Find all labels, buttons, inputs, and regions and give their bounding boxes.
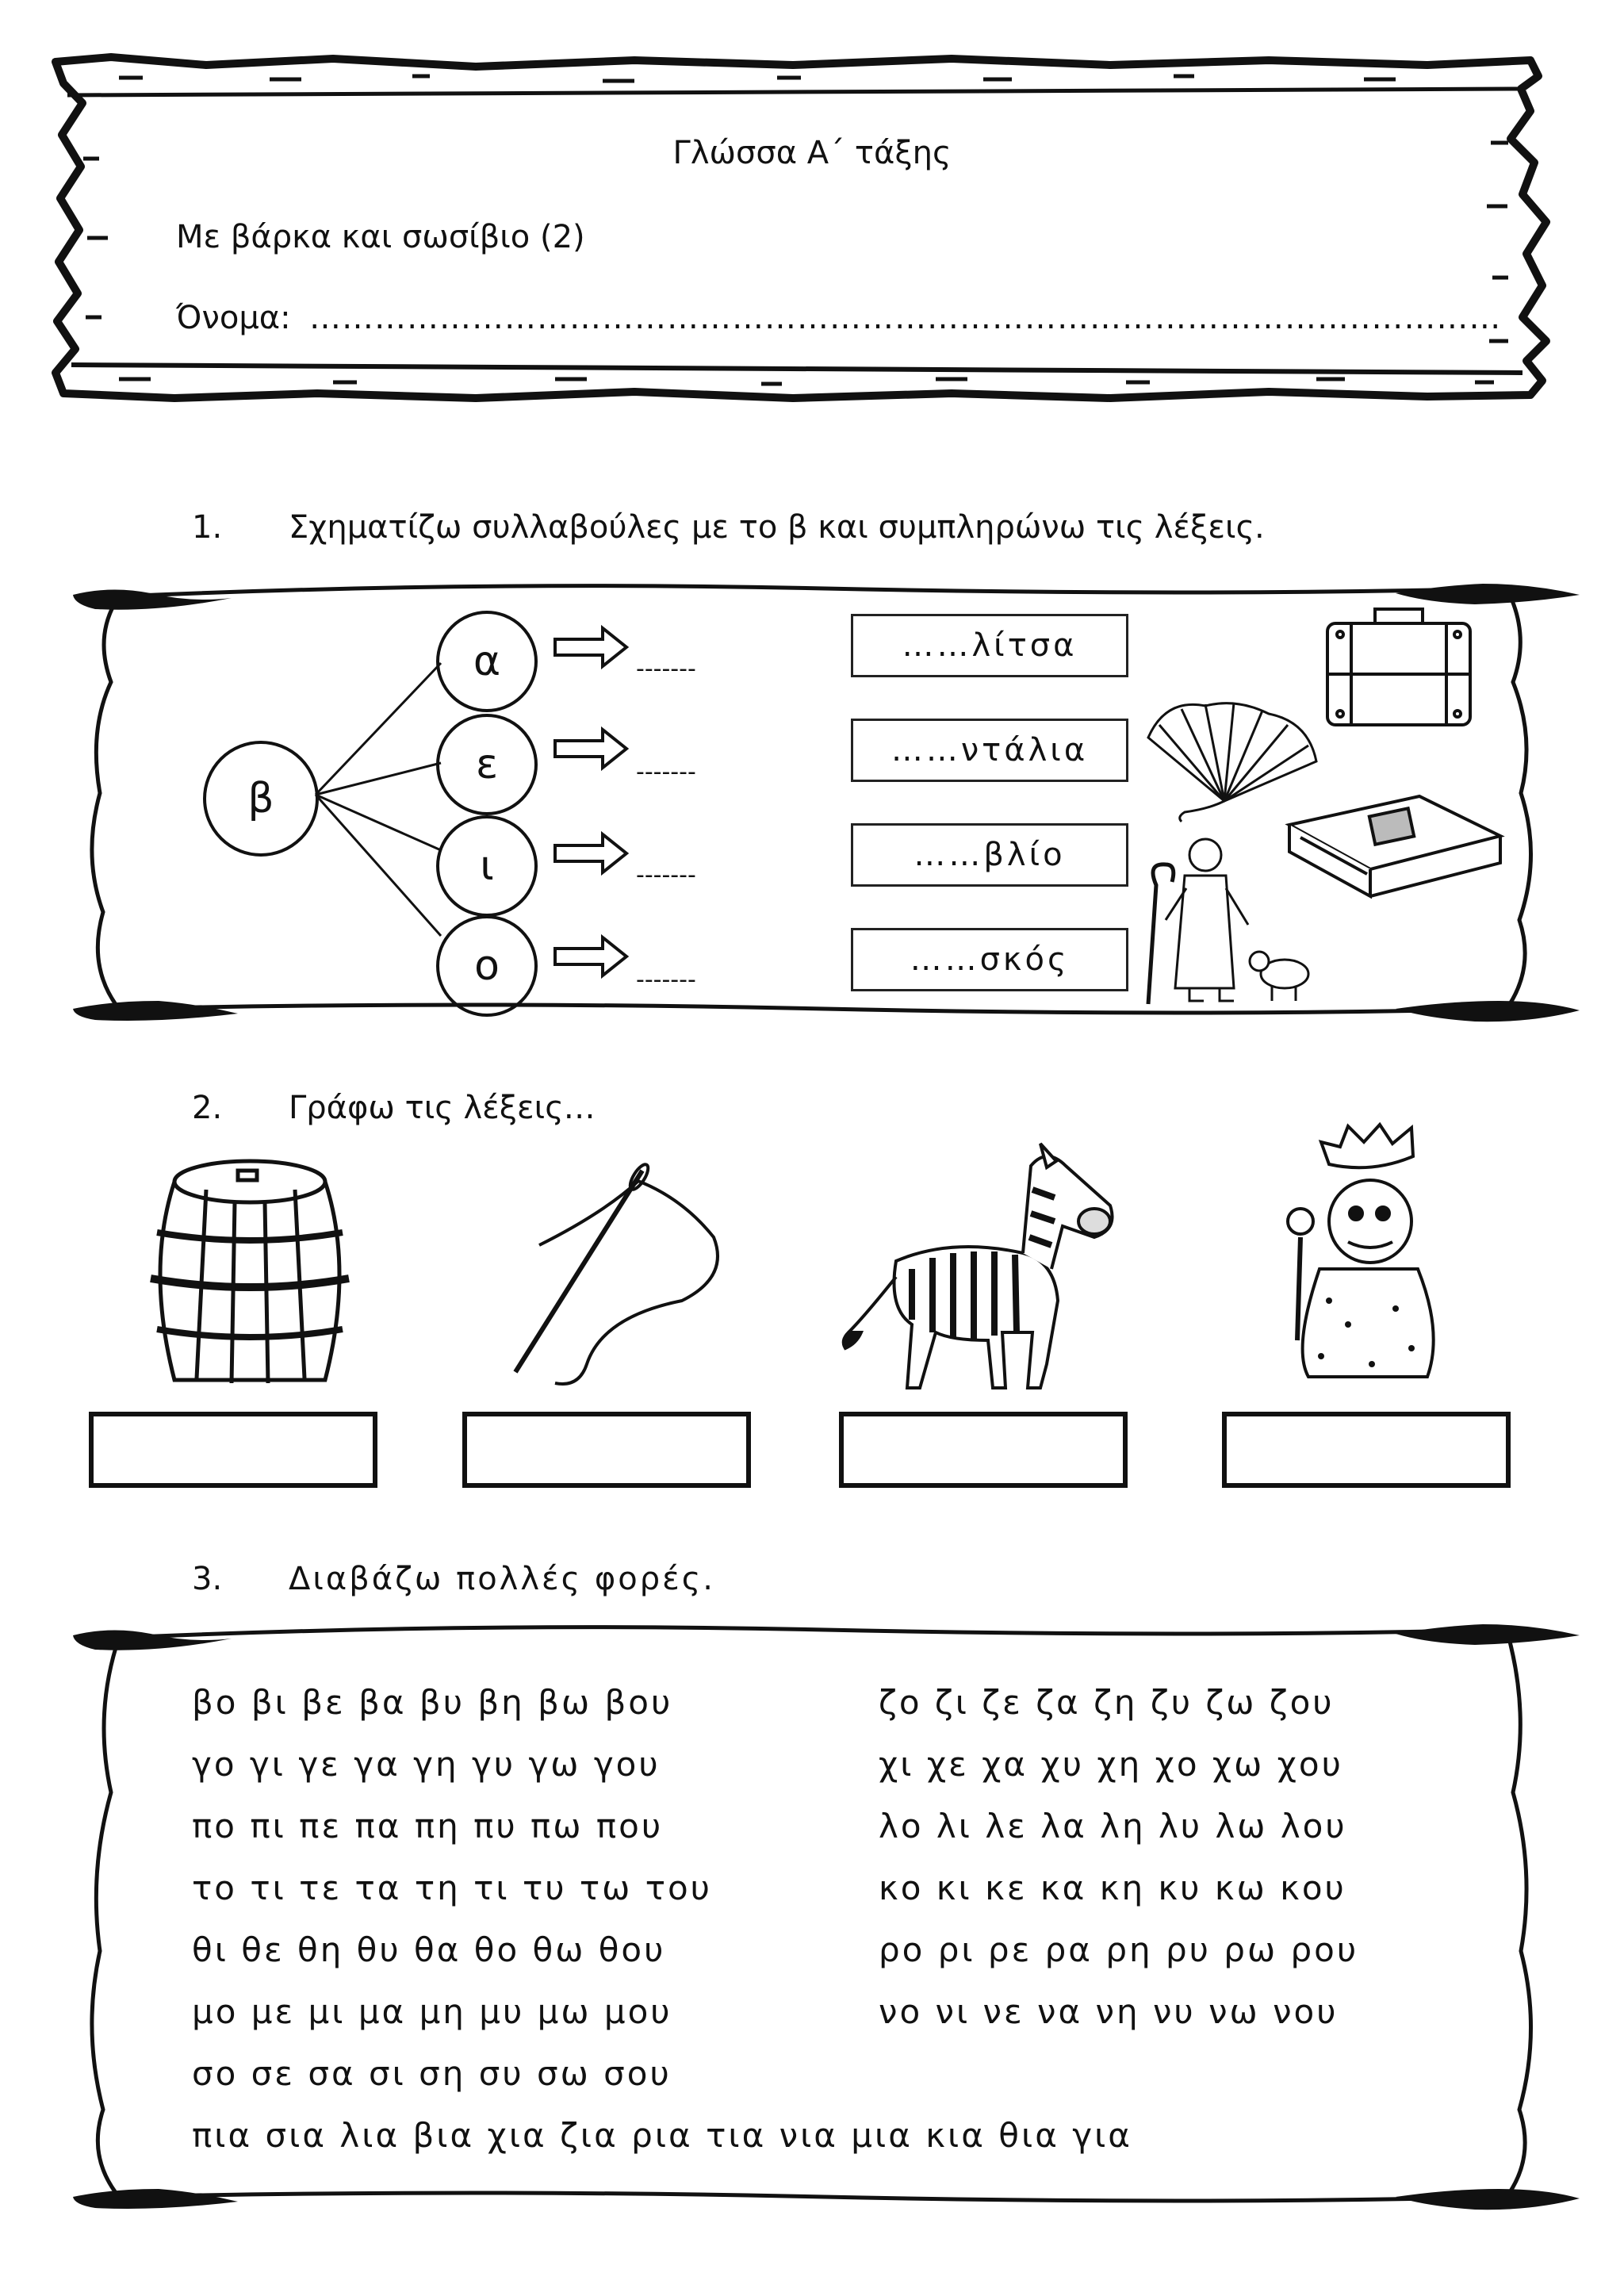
consonant-circle (203, 741, 319, 857)
fan-icon (1148, 703, 1316, 822)
vowel-circle (436, 915, 538, 1017)
arrow-icon (555, 834, 626, 872)
exercise-instruction: Σχηματίζω συλλαβούλες με το β και συμπληρώνω τις λέξεις. (289, 509, 1265, 546)
syllable-line: το τι τε τα τη τι τυ τω του (192, 1869, 712, 1907)
syllable-blank[interactable]: ------- (636, 758, 696, 786)
page-subtitle: Με βάρκα και σωσίβιο (2) (176, 219, 585, 255)
vowel-label: ε (475, 741, 499, 788)
vowel-circle (436, 815, 538, 917)
exercise-number: 3. (192, 1561, 223, 1597)
answer-box-king[interactable] (1222, 1412, 1511, 1488)
answer-box-barrel[interactable] (89, 1412, 377, 1488)
syllable-blank[interactable]: ------- (636, 655, 696, 683)
arrow-icon (555, 730, 626, 768)
barrel-icon (151, 1161, 349, 1383)
page-title: Γλώσσα Α΄ τάξης (672, 135, 952, 171)
answer-box-needle[interactable] (462, 1412, 751, 1488)
syllable-line: θι θε θη θυ θα θο θω θου (192, 1930, 666, 1969)
syllable-line: σο σε σα σι ση συ σω σου (192, 2054, 672, 2093)
syllable-line: βο βι βε βα βυ βη βω βου (192, 1683, 673, 1722)
vowel-label: ι (480, 842, 494, 890)
syllable-line: ζο ζι ζε ζα ζη ζυ ζω ζου (879, 1683, 1335, 1722)
name-field[interactable]: ……………………………………………………………………………………..………… (309, 300, 1502, 336)
vowel-circle (436, 714, 538, 815)
needle-thread-icon (515, 1162, 718, 1384)
arrow-icon (555, 628, 626, 666)
syllable-blank[interactable]: ------- (636, 966, 696, 994)
syllable-line: νο νι νε να νη νυ νω νου (879, 1992, 1339, 2031)
word-text: ……βλίο (914, 837, 1066, 873)
syllable-blank[interactable]: ------- (636, 861, 696, 889)
syllable-line: μο με μι μα μη μυ μω μου (192, 1992, 672, 2031)
vowel-circle (436, 611, 538, 712)
arrows (555, 628, 626, 976)
zebra-icon (844, 1144, 1113, 1388)
word-text: ……ντάλια (891, 732, 1089, 769)
word-box[interactable] (851, 719, 1128, 782)
word-text: ……σκός (910, 941, 1070, 978)
syllable-line-bottom: πια σια λια βια χια ζια ρια τια νια μια κια θια για (192, 2116, 1132, 2155)
syllable-line: ρο ρι ρε ρα ρη ρυ ρω ρου (879, 1930, 1359, 1969)
arrow-icon (555, 937, 626, 976)
syllable-line: κο κι κε κα κη κυ κω κου (879, 1869, 1346, 1907)
syllable-line: γο γι γε γα γη γυ γω γου (192, 1745, 661, 1784)
word-box[interactable] (851, 928, 1128, 991)
word-box[interactable] (851, 823, 1128, 887)
name-label: Όνομα: (176, 300, 291, 336)
exercise-instruction: Διαβάζω πολλές φορές. (289, 1561, 715, 1597)
exercise-number: 2. (192, 1090, 223, 1126)
word-text: ……λίτσα (902, 627, 1078, 664)
exercise-number: 1. (192, 509, 223, 546)
syllable-line: πο πι πε πα πη πυ πω που (192, 1807, 664, 1846)
answer-box-zebra[interactable] (839, 1412, 1128, 1488)
suitcase-icon (1327, 609, 1470, 725)
shepherd-with-lamb-icon (1148, 839, 1308, 1004)
connector-lines (316, 663, 441, 936)
king-icon (1288, 1125, 1434, 1377)
consonant-label: β (247, 775, 274, 822)
syllable-line: λο λι λε λα λη λυ λω λου (879, 1807, 1347, 1846)
book-icon (1289, 796, 1500, 896)
syllable-line: χι χε χα χυ χη χο χω χου (879, 1745, 1343, 1784)
vowel-label: ο (474, 942, 500, 990)
vowel-label: α (473, 638, 501, 685)
word-box[interactable] (851, 614, 1128, 677)
exercise-instruction: Γράφω τις λέξεις… (289, 1090, 596, 1126)
